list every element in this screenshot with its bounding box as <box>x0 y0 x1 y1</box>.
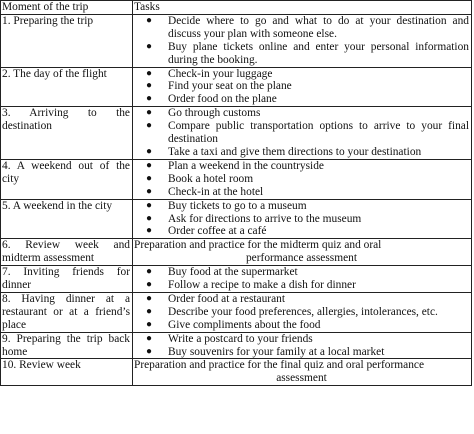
tasks-cell <box>133 14 472 67</box>
bullet-icon: ● <box>146 332 153 344</box>
bullet-icon: ● <box>146 93 153 105</box>
table-row <box>1 239 472 266</box>
task-item: ● Plan a weekend in the countryside <box>146 159 324 172</box>
moment-cell: 10. Review week <box>1 359 133 386</box>
tasks-cell <box>133 332 472 359</box>
moment-cell: 1. Preparing the trip <box>1 14 133 67</box>
task-item: ● Find your seat on the plane <box>146 80 292 93</box>
task-item: ● Take a taxi and give them directions to your destination <box>146 145 422 158</box>
header-tasks: Tasks <box>133 1 472 15</box>
task-item: ● Write a postcard to your friends <box>146 332 313 345</box>
bullet-icon: ● <box>146 67 153 79</box>
moment-cell: 3. Arriving to the destination <box>1 107 133 160</box>
bullet-icon: ● <box>146 345 153 357</box>
tasks-cell <box>133 359 472 386</box>
bullet-icon: ● <box>146 305 153 317</box>
table-row <box>1 266 472 293</box>
bullet-icon: ● <box>146 80 153 92</box>
table-row <box>1 159 472 199</box>
tasks-cell <box>133 292 472 332</box>
bullet-icon: ● <box>146 120 153 132</box>
bullet-icon: ● <box>146 279 153 291</box>
task-item: ● Buy souvenirs for your family at a local market <box>146 345 385 358</box>
task-item: ● Ask for directions to arrive to the museum <box>146 212 362 225</box>
bullet-icon: ● <box>146 172 153 184</box>
task-text-line: Preparation and practice for the midterm quiz and oral <box>134 239 382 252</box>
bullet-icon: ● <box>146 212 153 224</box>
tasks-cell <box>133 239 472 266</box>
table-row <box>1 292 472 332</box>
task-text-line: Preparation and practice for the final quiz and oral performance <box>134 359 425 372</box>
bullet-icon: ● <box>146 185 153 197</box>
moment-cell: 8. Having dinner at a restaurant or at a friend’s place <box>1 292 133 332</box>
bullet-icon: ● <box>146 14 153 26</box>
task-item: ● Describe your food preferences, allergies, intolerances, etc. <box>146 305 438 318</box>
bullet-icon: ● <box>146 199 153 211</box>
bullet-icon: ● <box>146 225 153 237</box>
task-item: ● Give compliments about the food <box>146 318 321 331</box>
task-item: ● Book a hotel room <box>146 172 254 185</box>
task-item: ● Follow a recipe to make a dish for dinner <box>146 279 356 292</box>
task-item: ● Compare public transportation options to arrive to your final destination <box>146 120 469 146</box>
bullet-icon: ● <box>146 292 153 304</box>
task-item: ● Check-in at the hotel <box>146 185 264 198</box>
bullet-icon: ● <box>146 159 153 171</box>
header-moment: Moment of the trip <box>1 1 133 15</box>
tasks-cell <box>133 159 472 199</box>
tasks-cell <box>133 107 472 160</box>
bullet-icon: ● <box>146 318 153 330</box>
task-item: ● Buy plane tickets online and enter your personal information during the booking. <box>146 40 469 66</box>
bullet-icon: ● <box>146 145 153 157</box>
moment-cell: 9. Preparing the trip back home <box>1 332 133 359</box>
tasks-cell <box>133 199 472 239</box>
bullet-icon: ● <box>146 107 153 119</box>
table-row <box>1 67 472 107</box>
table-row <box>1 14 472 67</box>
table-row <box>1 332 472 359</box>
task-item: ● Order food at a restaurant <box>146 292 286 305</box>
task-item: ● Go through customs <box>146 107 261 120</box>
bullet-icon: ● <box>146 40 153 52</box>
moment-cell: 5. A weekend in the city <box>1 199 133 239</box>
table-row <box>1 359 472 386</box>
task-text-line: assessment <box>276 372 327 385</box>
task-item: ● Order coffee at a café <box>146 225 267 238</box>
tasks-cell <box>133 67 472 107</box>
task-item: ● Buy food at the supermarket <box>146 266 298 279</box>
table-header-row <box>1 1 472 15</box>
moment-cell: 6. Review week and midterm assessment <box>1 239 133 266</box>
moment-cell: 4. A weekend out of the city <box>1 159 133 199</box>
task-item: ● Check-in your luggage <box>146 67 273 80</box>
task-item: ● Order food on the plane <box>146 93 277 106</box>
task-item: ● Decide where to go and what to do at your destination and discuss your plan with someone else. <box>146 14 469 40</box>
table-row <box>1 199 472 239</box>
task-item: ● Buy tickets to go to a museum <box>146 199 307 212</box>
task-text-line: performance assessment <box>245 252 357 265</box>
moment-cell: 7. Inviting friends for dinner <box>1 266 133 293</box>
moment-cell: 2. The day of the flight <box>1 67 133 107</box>
table-row <box>1 107 472 160</box>
tasks-cell <box>133 266 472 293</box>
bullet-icon: ● <box>146 266 153 278</box>
